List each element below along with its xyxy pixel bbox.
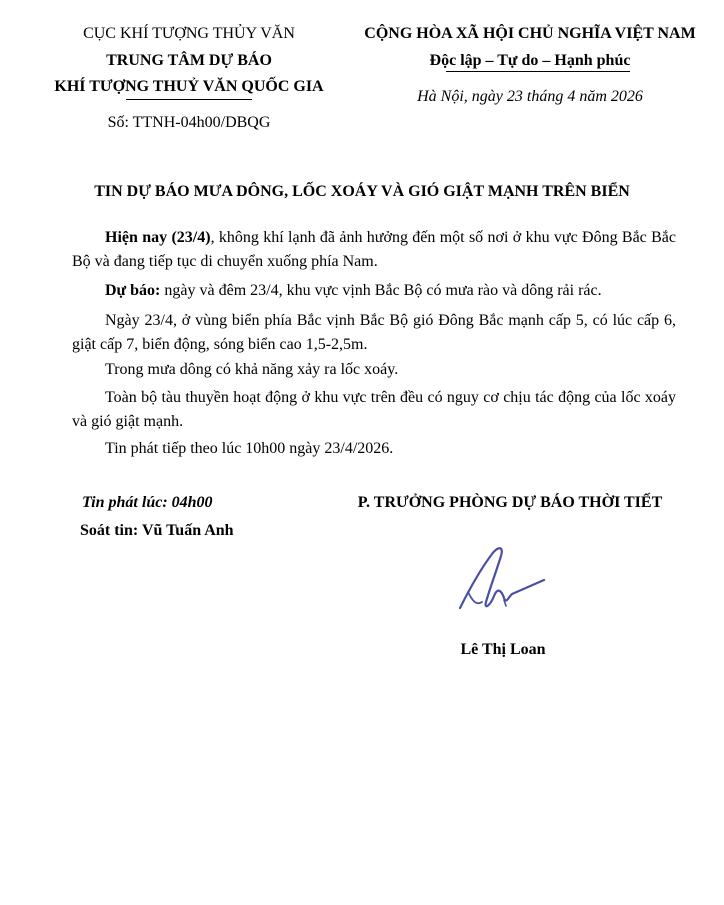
center-name-line1: TRUNG TÂM DỰ BÁO <box>106 52 272 69</box>
paragraph-vessel-warning <box>72 386 676 434</box>
current-situation-label: Hiện nay (23/4) <box>105 229 211 246</box>
forecast-label: Dự báo: <box>105 282 161 299</box>
center-name-line2: KHÍ TƯỢNG THUỶ VĂN QUỐC GIA <box>54 78 324 95</box>
tornado-warning-text: Trong mưa dông có khả năng xảy ra lốc xoáy. <box>105 361 399 378</box>
wind-details-text: Ngày 23/4, ở vùng biển phía Bắc vịnh Bắc Bộ gió Đông Bắc mạnh cấp 5, có lúc cấp 6, giật cấp 7, biển động, sóng biển cao 1,5-2,5m. <box>72 312 676 353</box>
issued-time: Tin phát lúc: 04h00 <box>82 494 213 511</box>
current-situation-text: , không khí lạnh đã ảnh hưởng đến một số nơi ở khu vực Đông Bắc Bắc Bộ và đang tiếp tục di chuyển xuống phía Nam. <box>72 229 677 270</box>
right-header-rule <box>446 71 630 72</box>
paragraph-tornado-warning <box>72 358 676 382</box>
document-title: TIN DỰ BÁO MƯA DÔNG, LỐC XOÁY VÀ GIÓ GIẬT MẠNH TRÊN BIỂN <box>94 183 630 200</box>
paragraph-forecast <box>72 279 676 303</box>
country-name: CỘNG HÒA XÃ HỘI CHỦ NGHĨA VIỆT NAM <box>364 25 696 42</box>
document-number: Số: TTNH-04h00/DBQG <box>107 114 271 131</box>
left-header-rule <box>126 99 252 100</box>
paragraph-current-situation <box>72 226 676 274</box>
signer-title: P. TRƯỞNG PHÒNG DỰ BÁO THỜI TIẾT <box>357 494 663 511</box>
handwritten-signature <box>446 540 556 620</box>
place-date: Hà Nội, ngày 23 tháng 4 năm 2026 <box>417 88 643 105</box>
national-motto: Độc lập – Tự do – Hạnh phúc <box>429 52 631 69</box>
forecast-text: ngày và đêm 23/4, khu vực vịnh Bắc Bộ có mưa rào và dông rải rác. <box>160 282 602 299</box>
signer-name: Lê Thị Loan <box>460 641 546 658</box>
paragraph-wind-details <box>72 309 676 357</box>
next-bulletin-text: Tin phát tiếp theo lúc 10h00 ngày 23/4/2026. <box>105 440 394 457</box>
paragraph-next-bulletin <box>72 437 676 461</box>
checked-by: Soát tin: Vũ Tuấn Anh <box>80 522 234 539</box>
agency-name: CỤC KHÍ TƯỢNG THỦY VĂN <box>83 25 295 42</box>
vessel-warning-text: Toàn bộ tàu thuyền hoạt động ở khu vực trên đều có nguy cơ chịu tác động của lốc xoáy và gió giật mạnh. <box>72 389 676 430</box>
